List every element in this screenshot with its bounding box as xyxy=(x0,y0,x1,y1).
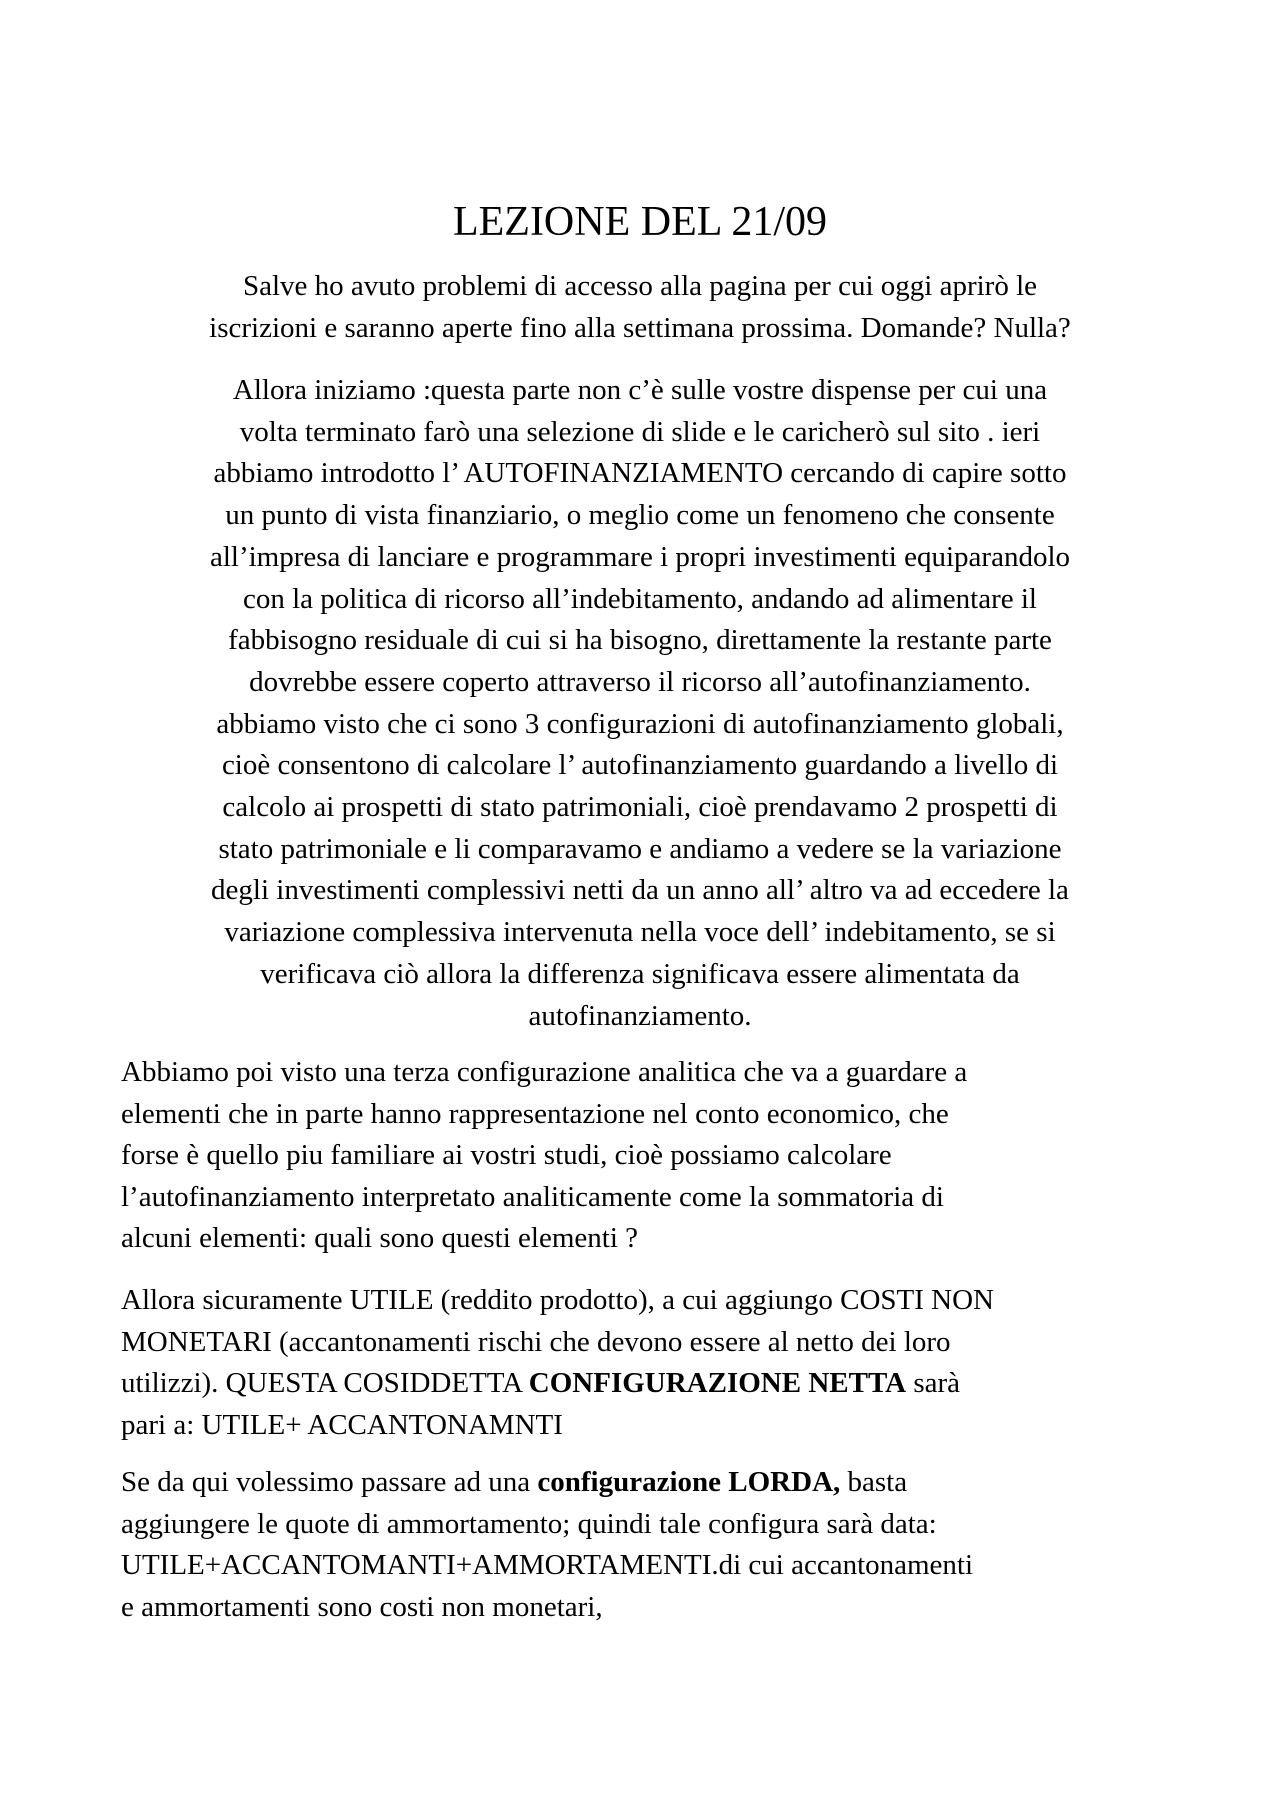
text-run: utilizzi). QUESTA COSIDDETTA xyxy=(121,1367,529,1399)
text-line: iscrizioni e saranno aperte fino alla settimana prossima. Domande? Nulla? xyxy=(209,311,1071,344)
text-line: dovrebbe essere coperto attraverso il ricorso all’autofinanziamento. xyxy=(249,665,1031,698)
text-line: calcolo ai prospetti di stato patrimoniali, cioè prendavamo 2 prospetti di xyxy=(222,791,1058,824)
text-line: variazione complessiva intervenuta nella voce dell’ indebitamento, se si xyxy=(224,916,1056,949)
page-title: LEZIONE DEL 21/09 xyxy=(452,199,828,245)
text-line: pari a: UTILE+ ACCANTONAMNTI xyxy=(121,1408,563,1441)
text-line: Salve ho avuto problemi di accesso alla pagina per cui oggi aprirò le xyxy=(242,270,1038,302)
text-line xyxy=(121,1462,1221,1504)
text-line: con la politica di ricorso all’indebitamento, andando ad alimentare il xyxy=(242,582,1037,615)
net-configuration-paragraph xyxy=(121,1280,1221,1446)
text-line: e ammortamenti sono costi non monetari, xyxy=(121,1590,603,1623)
text-run: sarà xyxy=(906,1367,961,1399)
text-line: MONETARI (accantonamenti rischi che devono essere al netto dei loro xyxy=(121,1325,951,1358)
text-line: fabbisogno residuale di cui si ha bisogno, direttamente la restante parte xyxy=(228,624,1052,657)
recap-paragraph xyxy=(0,370,1280,1037)
intro-paragraph xyxy=(0,266,1280,349)
text-line: Abbiamo poi visto una terza configurazione analitica che va a guardare a xyxy=(121,1056,968,1088)
text-line: un punto di vista finanziario, o meglio come un fenomeno che consente xyxy=(225,499,1055,532)
text-line: Allora sicuramente UTILE (reddito prodotto), a cui aggiungo COSTI NON xyxy=(121,1284,995,1316)
text-line: degli investimenti complessivi netti da un anno all’ altro va ad eccedere la xyxy=(211,874,1069,907)
analytic-paragraph xyxy=(121,1052,1221,1260)
text-line: elementi che in parte hanno rappresentazione nel conto economico, che xyxy=(121,1097,949,1130)
text-line: Allora iniziamo :questa parte non c’è sulle vostre dispense per cui una xyxy=(232,374,1048,406)
text-line: abbiamo visto che ci sono 3 configurazioni di autofinanziamento globali, xyxy=(216,707,1064,740)
gross-configuration-paragraph xyxy=(121,1462,1221,1628)
text-line: alcuni elementi: quali sono questi elementi ? xyxy=(121,1222,639,1254)
text-line: l’autofinanziamento interpretato analiticamente come la sommatoria di xyxy=(121,1180,944,1213)
text-line: volta terminato farò una selezione di slide e le caricherò sul sito . ieri xyxy=(239,415,1041,448)
gross-configuration-term: configurazione LORDA, xyxy=(537,1466,841,1498)
text-line: UTILE+ACCANTOMANTI+AMMORTAMENTI.di cui accantonamenti xyxy=(121,1549,974,1581)
text-line xyxy=(121,1363,1221,1405)
text-line: autofinanziamento. xyxy=(528,999,752,1032)
text-line: cioè consentono di calcolare l’ autofinanziamento guardando a livello di xyxy=(221,749,1059,782)
text-line: aggiungere le quote di ammortamento; quindi tale configura sarà data: xyxy=(121,1507,937,1540)
text-run: Se da qui volessimo passare ad una xyxy=(121,1466,538,1498)
text-line: stato patrimoniale e li comparavamo e andiamo a vedere se la variazione xyxy=(218,832,1062,865)
net-configuration-term: CONFIGURAZIONE NETTA xyxy=(528,1367,907,1399)
text-line: forse è quello piu familiare ai vostri studi, cioè possiamo calcolare xyxy=(121,1139,892,1171)
text-run: basta xyxy=(840,1466,908,1498)
text-line: abbiamo introdotto l’ AUTOFINANZIAMENTO cercando di capire sotto xyxy=(213,457,1067,490)
text-line: verificava ciò allora la differenza significava essere alimentata da xyxy=(260,957,1020,990)
text-line: all’impresa di lanciare e programmare i propri investimenti equiparandolo xyxy=(209,540,1071,573)
